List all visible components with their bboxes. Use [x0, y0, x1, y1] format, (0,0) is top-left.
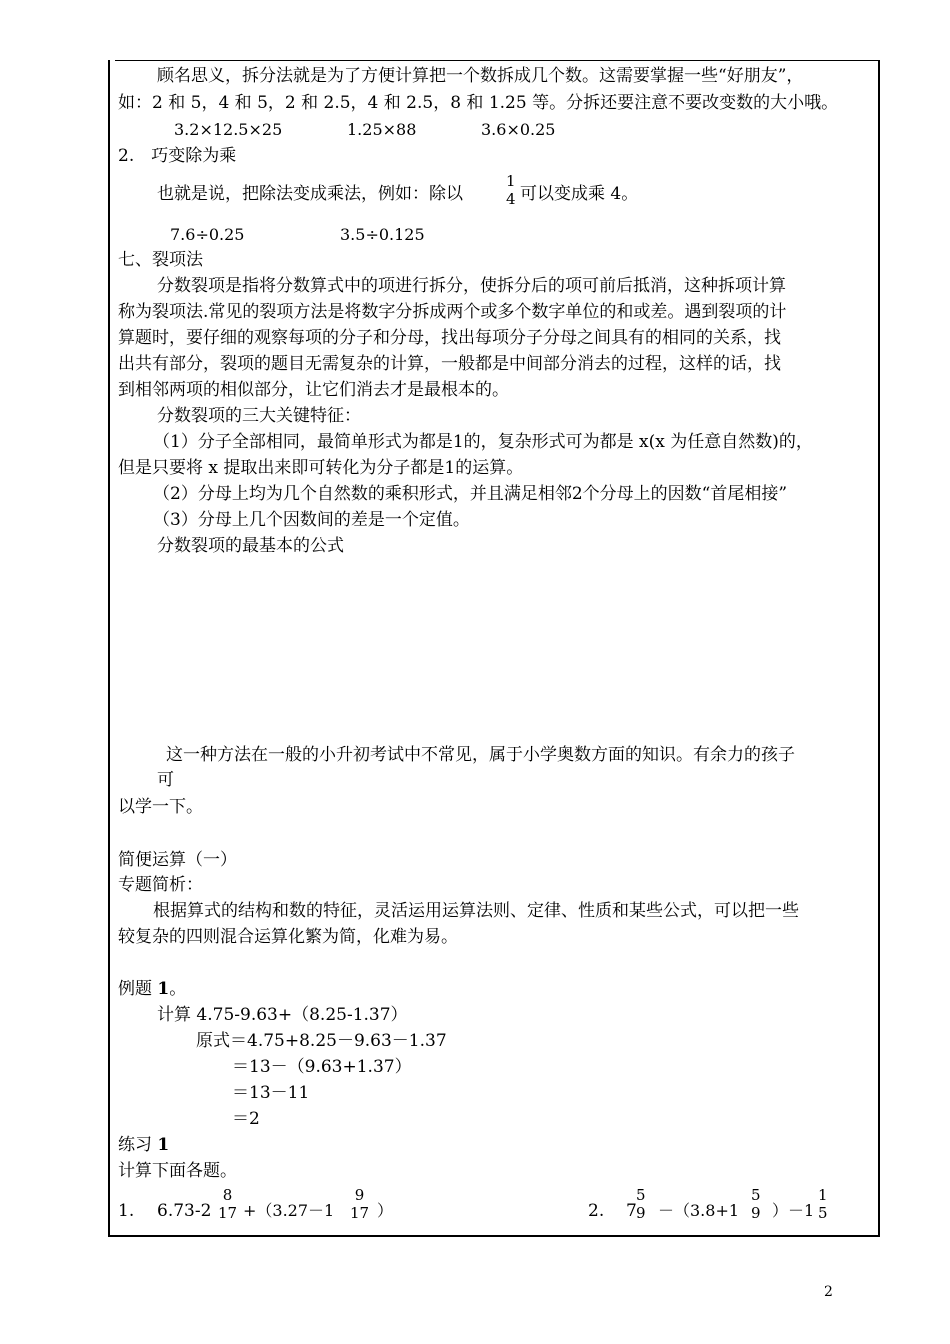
exercise-split-3: 3.6×0.25: [481, 120, 556, 139]
topic-body-2: 较复杂的四则混合运算化繁为简，化难为易。: [118, 927, 458, 947]
example-calc: 计算 4.75-9.63+（8.25-1.37）: [157, 1005, 408, 1025]
q2-whole: 7: [626, 1201, 637, 1221]
fraction-denominator: 9: [751, 1204, 761, 1222]
lx-line-3: 算题时，要仔细的观察每项的分子和分母，找出每项分子分母之间具有的相同的关系，找: [118, 328, 781, 348]
q1-fraction-2: [350, 1186, 369, 1222]
paragraph-split-method-1: 顾名思义，拆分法就是为了方便计算把一个数拆成几个数。这需要掌握一些“好朋友”，: [157, 66, 804, 86]
exercise-split-1: 3.2×12.5×25: [174, 120, 283, 139]
q2-fraction-3: [818, 1186, 828, 1222]
fraction-numerator: 1: [818, 1186, 828, 1204]
example-heading: [118, 979, 186, 999]
q1-part-b: +（3.27－1: [243, 1201, 335, 1220]
exercise-division-1: 7.6÷0.25: [170, 225, 245, 244]
q2-number: 2.: [588, 1201, 605, 1221]
practice-number: 1: [157, 1135, 170, 1155]
section-title: 简便运算（一）: [118, 850, 237, 870]
feature-2: （2）分母上均为几个自然数的乘积形式，并且满足相邻2个分母上的因数“首尾相接”: [153, 484, 788, 504]
topic-label: 专题简析：: [118, 875, 203, 895]
q1-number: 1.: [118, 1201, 135, 1221]
fraction-denominator: 17: [350, 1204, 370, 1222]
feature-1-cont: 但是只要将 x 提取出来即可转化为分子都是1的运算。: [118, 458, 524, 478]
q2-part-b: －（3.8+1: [658, 1201, 740, 1220]
paragraph-division-before: 也就是说，把除法变成乘法，例如：除以: [157, 184, 463, 204]
exercise-division-2: 3.5÷0.125: [340, 225, 425, 244]
fraction-denominator: 17: [218, 1204, 238, 1222]
features-title: 分数裂项的三大关键特征：: [157, 406, 361, 426]
note-line-2: 可: [157, 770, 174, 790]
formula-title: 分数裂项的最基本的公式: [157, 536, 344, 556]
fraction-numerator: 5: [636, 1186, 646, 1204]
lx-line-5: 到相邻两项的相似部分，让它们消去才是最根本的。: [118, 380, 509, 400]
example-number: 1: [157, 979, 170, 999]
heading-split-term-method: 七、裂项法: [118, 250, 203, 270]
page-number: 2: [824, 1284, 833, 1300]
practice-desc: 计算下面各题。: [118, 1161, 237, 1181]
feature-1: （1）分子全部相同，最简单形式为都是1的，复杂形式可为都是 x(x 为任意自然数)的，: [153, 432, 813, 452]
q1-part-c: ）: [377, 1201, 394, 1220]
note-line-1: 这一种方法在一般的小升初考试中不常见，属于小学奥数方面的知识。有余力的孩子: [166, 745, 795, 765]
fraction-denominator: 9: [636, 1204, 646, 1222]
fraction-numerator: 1: [506, 172, 516, 190]
heading-division-to-multiplication: 2. 巧变除为乘: [118, 146, 237, 166]
fraction-denominator: 4: [506, 190, 516, 208]
q2-part-c: ）－1: [772, 1201, 815, 1220]
paragraph-division-after: 可以变成乘 4。: [520, 184, 639, 204]
exercise-split-2: 1.25×88: [347, 120, 417, 139]
step-2: ＝13－（9.63+1.37）: [232, 1057, 412, 1077]
q1-fraction-1: [218, 1186, 237, 1222]
practice-label: 练习: [118, 1135, 158, 1155]
fraction-numerator: 5: [751, 1186, 761, 1204]
feature-3: （3）分母上几个因数间的差是一个定值。: [153, 510, 470, 530]
q1-part-a: 6.73-2: [157, 1201, 212, 1221]
practice-heading: [118, 1135, 169, 1155]
topic-body-1: 根据算式的结构和数的特征，灵活运用运算法则、定律、性质和某些公式，可以把一些: [153, 901, 799, 921]
lx-line-1: 分数裂项是指将分数算式中的项进行拆分，使拆分后的项可前后抵消，这种拆项计算: [157, 276, 786, 296]
q2-fraction-2: [751, 1186, 761, 1222]
fraction-one-quarter: [506, 172, 516, 208]
fraction-numerator: 8: [222, 1186, 233, 1204]
lx-line-4: 出共有部分，裂项的题目无需复杂的计算，一般都是中间部分消去的过程，这样的话，找: [118, 354, 781, 374]
paragraph-split-method-2: 如：2 和 5，4 和 5，2 和 2.5，4 和 2.5，8 和 1.25 等。分拆还要注意不要改变数的大小哦。: [118, 93, 839, 113]
step-3: ＝13－11: [232, 1083, 310, 1103]
note-line-3: 以学一下。: [118, 797, 203, 817]
q2-fraction-1: [636, 1186, 646, 1222]
fraction-denominator: 5: [818, 1204, 828, 1222]
fraction-numerator: 9: [354, 1186, 365, 1204]
example-label: 例题: [118, 979, 158, 999]
example-end: 。: [169, 979, 187, 999]
step-4: ＝2: [232, 1109, 260, 1129]
lx-line-2: 称为裂项法.常见的裂项方法是将数字分拆成两个或多个数字单位的和或差。遇到裂项的计: [118, 302, 787, 322]
step-1: 原式＝4.75+8.25－9.63－1.37: [196, 1031, 447, 1051]
